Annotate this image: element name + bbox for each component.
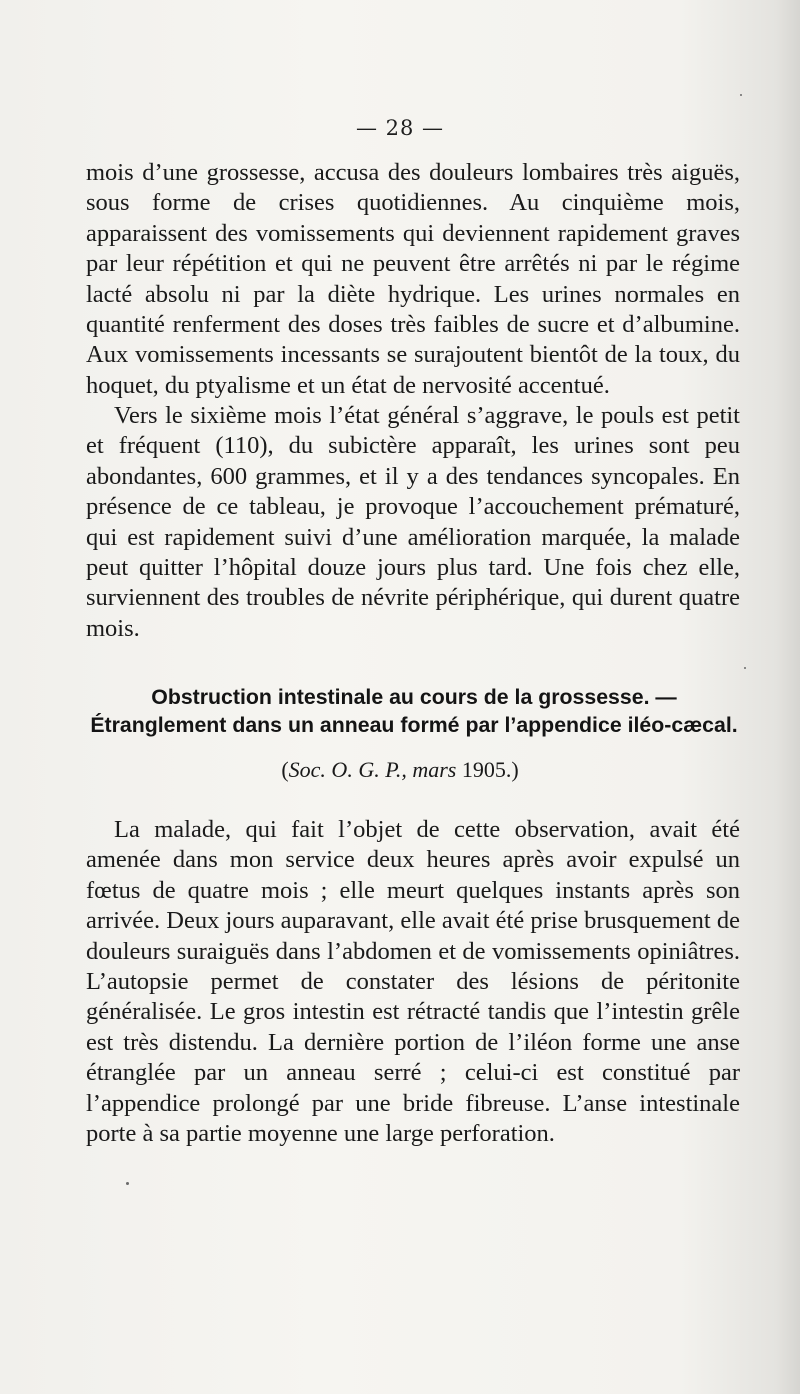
print-speck	[744, 667, 746, 669]
print-speck	[740, 94, 742, 96]
citation-source: Soc. O. G. P., mars	[288, 757, 457, 782]
section-heading: Obstruction intestinale au cours de la grossesse. — Étranglement dans un anneau formé par l’appendice iléo-cæcal.	[90, 685, 738, 737]
paragraph-1: mois d’une grossesse, accusa des douleurs lombaires très aiguës, sous forme de crises quotidiennes. Au cinquième mois, apparaissent des vomissements qui deviennent rapidement graves par leur répétition et qui ne peuvent être arrêtés ni par le régime lacté absolu ni par la diète hydrique. Les urines normales en quantité renferment des doses très faibles de sucre et d’albumine. Aux vomissements incessants se surajoutent bientôt de la toux, du hoquet, du ptyalisme et un état de nervosité accentué.	[86, 159, 740, 399]
citation	[0, 757, 800, 783]
citation-year: 1905.)	[461, 757, 519, 782]
citation-open-paren: (	[281, 757, 289, 782]
paragraph-3: La malade, qui fait l’objet de cette observation, avait été amenée dans mon service deux heures après avoir expulsé un fœtus de quatre mois ; elle meurt quelques instants après son arrivée. Deux jours auparavant, elle avait été prise brusquement de douleurs suraiguës dans l’abdomen et de vomissements opiniâtres. L’autopsie permet de constater des lésions de péritonite généralisée. Le gros intestin est rétracté tandis que l’intestin grêle est très distendu. La dernière portion de l’iléon forme une anse étranglée par un anneau serré ; celui-ci est constitué par l’appendice prolongé par une bride fibreuse. L’anse intestinale porte à sa partie moyenne une large perforation.	[86, 816, 740, 1148]
print-speck	[126, 1182, 129, 1185]
page-number: — 28 —	[355, 116, 445, 140]
paragraph-2: Vers le sixième mois l’état général s’aggrave, le pouls est petit et fréquent (110), du subictère apparaît, les urines sont peu abondantes, 600 grammes, et il y a des tendances syncopales. En présence de ce tableau, je provoque l’accouchement prématuré, qui est rapidement suivi d’une amélioration marquée, la malade peut quitter l’hôpital douze jours plus tard. Une fois chez elle, surviennent des troubles de névrite périphérique, qui durent quatre mois.	[86, 402, 740, 642]
